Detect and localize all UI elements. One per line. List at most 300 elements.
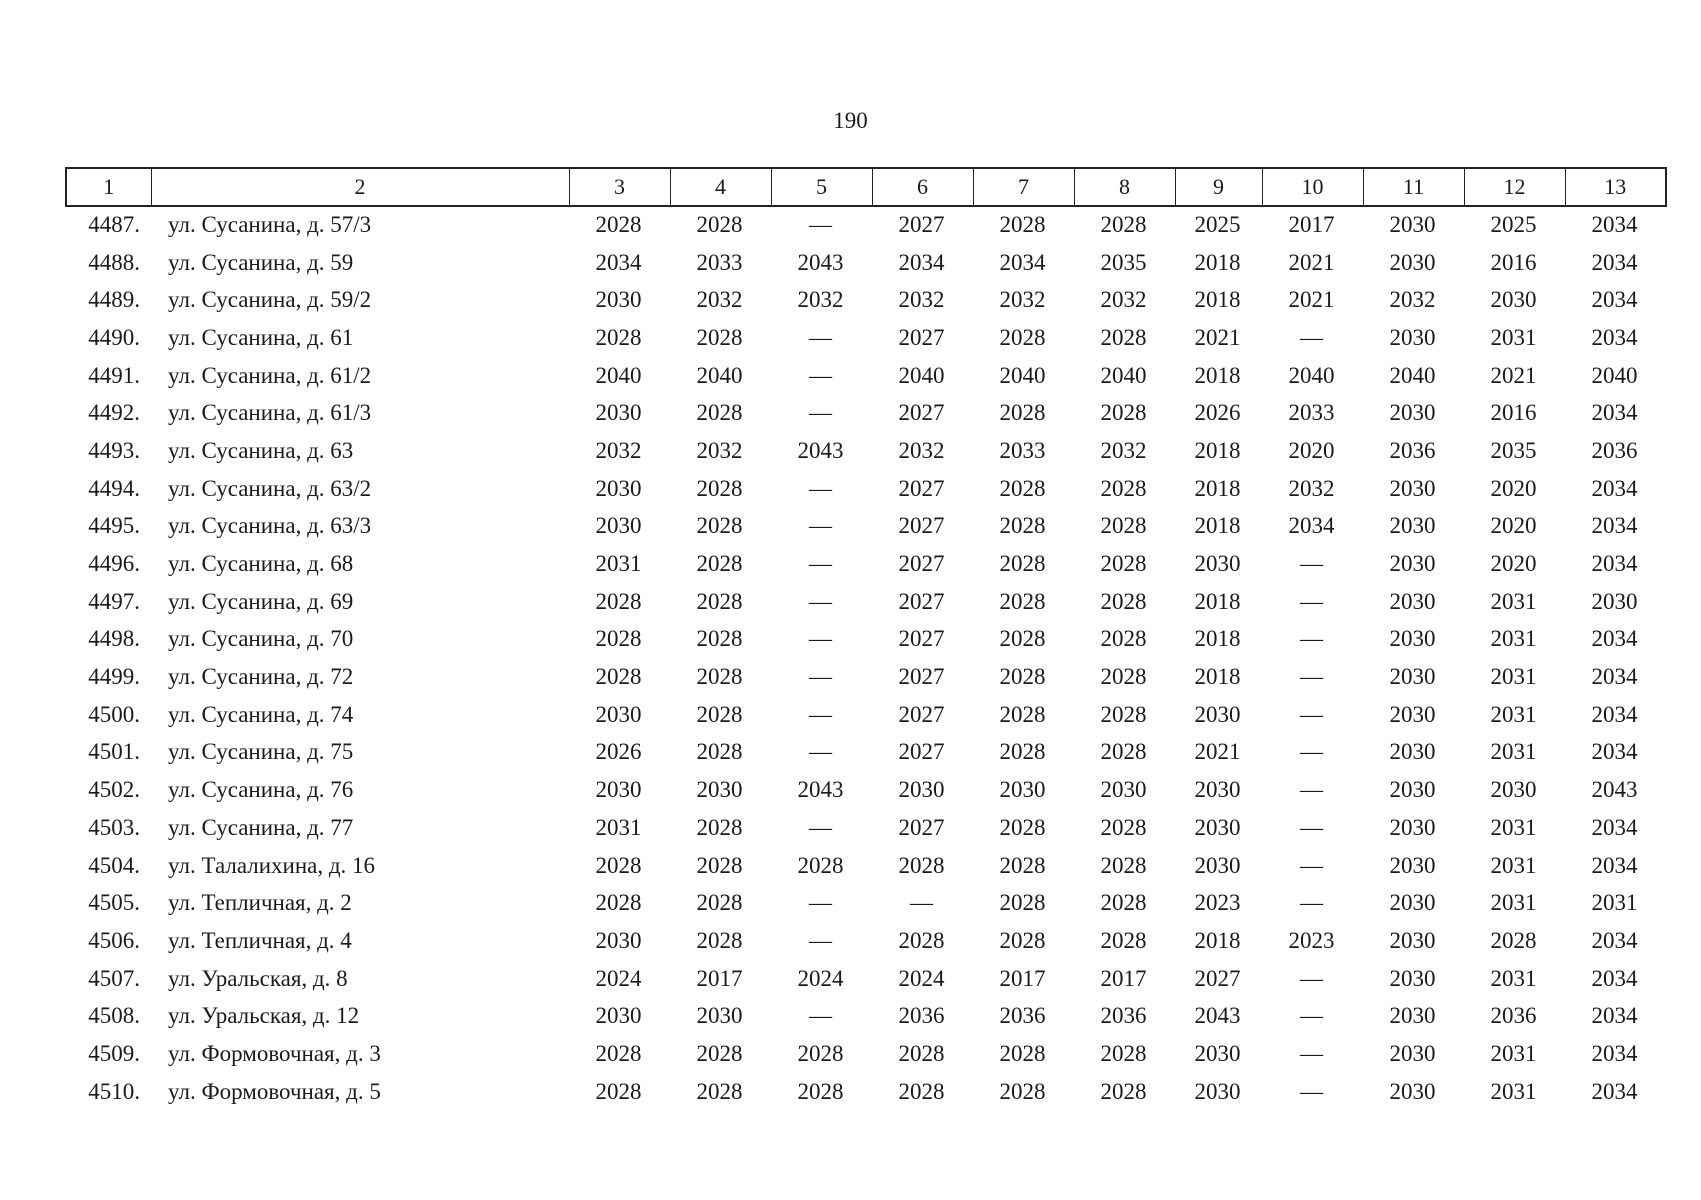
year-cell: 2030 <box>595 400 642 426</box>
year-cell: 2030 <box>1194 814 1241 840</box>
year-cell: 2030 <box>1389 927 1436 953</box>
year-cell: 2030 <box>1389 739 1436 765</box>
table-row <box>65 960 1665 998</box>
year-cell: — <box>1300 890 1323 916</box>
year-cell: 2027 <box>898 211 945 237</box>
year-cell: 2028 <box>696 739 743 765</box>
year-cell: 2017 <box>999 965 1046 991</box>
year-cell: 2018 <box>1194 513 1241 539</box>
year-cell: 2034 <box>1591 513 1638 539</box>
year-cell: 2030 <box>1389 324 1436 350</box>
address-cell: ул. Тепличная, д. 4 <box>168 927 352 953</box>
year-cell: 2032 <box>1100 437 1147 463</box>
year-cell: 2028 <box>1490 927 1537 953</box>
year-cell: 2040 <box>1389 362 1436 388</box>
row-number: 4491. <box>88 362 140 388</box>
year-cell: 2030 <box>1389 400 1436 426</box>
year-cell: — <box>809 927 832 953</box>
year-cell: — <box>910 890 933 916</box>
row-number: 4489. <box>88 287 140 313</box>
year-cell: 2030 <box>1389 965 1436 991</box>
year-cell: 2028 <box>1100 701 1147 727</box>
year-cell: 2028 <box>696 664 743 690</box>
column-header-2: 2 <box>151 168 569 206</box>
year-cell: 2031 <box>1490 739 1537 765</box>
year-cell: 2028 <box>898 1078 945 1104</box>
year-cell: 2028 <box>1100 551 1147 577</box>
year-cell: 2043 <box>797 437 844 463</box>
year-cell: — <box>809 814 832 840</box>
year-cell: 2028 <box>999 814 1046 840</box>
year-cell: 2031 <box>1490 1078 1537 1104</box>
year-cell: 2034 <box>1591 701 1638 727</box>
address-cell: ул. Уральская, д. 8 <box>168 965 348 991</box>
year-cell: 2028 <box>696 1040 743 1066</box>
year-cell: 2034 <box>1591 211 1638 237</box>
year-cell: 2030 <box>1389 475 1436 501</box>
year-cell: 2024 <box>898 965 945 991</box>
year-cell: — <box>809 400 832 426</box>
year-cell: 2018 <box>1194 927 1241 953</box>
year-cell: 2034 <box>898 249 945 275</box>
year-cell: 2030 <box>1389 814 1436 840</box>
address-cell: ул. Сусанина, д. 59 <box>168 249 354 275</box>
year-cell: — <box>809 890 832 916</box>
year-cell: 2036 <box>1591 437 1638 463</box>
year-cell: 2033 <box>696 249 743 275</box>
year-cell: 2043 <box>797 777 844 803</box>
year-cell: 2034 <box>595 249 642 275</box>
year-cell: 2028 <box>1100 927 1147 953</box>
year-cell: 2028 <box>696 927 743 953</box>
year-cell: 2030 <box>1100 777 1147 803</box>
year-cell: — <box>809 324 832 350</box>
address-cell: ул. Сусанина, д. 75 <box>168 739 354 765</box>
year-cell: 2025 <box>1490 211 1537 237</box>
address-cell: ул. Формовочная, д. 5 <box>168 1078 381 1104</box>
year-cell: 2043 <box>1591 777 1638 803</box>
year-cell: 2030 <box>1389 777 1436 803</box>
row-number: 4506. <box>88 927 140 953</box>
table-row <box>65 470 1665 508</box>
year-cell: 2028 <box>595 664 642 690</box>
year-cell: — <box>1300 701 1323 727</box>
year-cell: 2028 <box>595 1040 642 1066</box>
row-number: 4499. <box>88 664 140 690</box>
year-cell: 2032 <box>1100 287 1147 313</box>
year-cell: 2020 <box>1288 437 1335 463</box>
year-cell: 2028 <box>696 211 743 237</box>
year-cell: 2026 <box>595 739 642 765</box>
year-cell: 2043 <box>797 249 844 275</box>
column-header-12: 12 <box>1464 168 1565 206</box>
year-cell: 2036 <box>898 1003 945 1029</box>
year-cell: 2033 <box>1288 400 1335 426</box>
year-cell: — <box>1300 1078 1323 1104</box>
year-cell: 2017 <box>696 965 743 991</box>
year-cell: 2030 <box>595 701 642 727</box>
row-number: 4500. <box>88 701 140 727</box>
year-cell: 2028 <box>797 1040 844 1066</box>
year-cell: 2028 <box>696 1078 743 1104</box>
table-row <box>65 734 1665 772</box>
year-cell: 2028 <box>696 324 743 350</box>
year-cell: 2028 <box>999 475 1046 501</box>
row-number: 4496. <box>88 551 140 577</box>
table-row <box>65 244 1665 282</box>
year-cell: 2021 <box>1490 362 1537 388</box>
year-cell: 2028 <box>696 513 743 539</box>
year-cell: 2028 <box>999 551 1046 577</box>
year-cell: 2028 <box>999 588 1046 614</box>
year-cell: 2016 <box>1490 400 1537 426</box>
row-number: 4490. <box>88 324 140 350</box>
table-row <box>65 621 1665 659</box>
year-cell: 2031 <box>595 814 642 840</box>
year-cell: 2031 <box>1490 852 1537 878</box>
table-row <box>65 319 1665 357</box>
year-cell: — <box>809 588 832 614</box>
row-number: 4509. <box>88 1040 140 1066</box>
year-cell: 2027 <box>898 475 945 501</box>
address-cell: ул. Сусанина, д. 61/2 <box>168 362 372 388</box>
year-cell: 2030 <box>595 1003 642 1029</box>
year-cell: — <box>1300 1003 1323 1029</box>
year-cell: 2031 <box>1490 588 1537 614</box>
year-cell: 2036 <box>1389 437 1436 463</box>
year-cell: 2028 <box>999 701 1046 727</box>
row-number: 4498. <box>88 626 140 652</box>
year-cell: 2030 <box>1194 777 1241 803</box>
column-header-3: 3 <box>569 168 670 206</box>
year-cell: 2027 <box>1194 965 1241 991</box>
year-cell: 2031 <box>1490 814 1537 840</box>
year-cell: 2028 <box>1100 626 1147 652</box>
year-cell: 2034 <box>1591 626 1638 652</box>
year-cell: 2028 <box>999 626 1046 652</box>
year-cell: 2032 <box>999 287 1046 313</box>
column-header-5: 5 <box>771 168 872 206</box>
column-header-13: 13 <box>1565 168 1666 206</box>
year-cell: 2024 <box>797 965 844 991</box>
year-cell: 2030 <box>1389 249 1436 275</box>
year-cell: 2028 <box>696 400 743 426</box>
year-cell: — <box>1300 664 1323 690</box>
year-cell: 2040 <box>1100 362 1147 388</box>
address-cell: ул. Формовочная, д. 3 <box>168 1040 381 1066</box>
table-row <box>65 583 1665 621</box>
year-cell: 2028 <box>696 852 743 878</box>
year-cell: 2027 <box>898 324 945 350</box>
year-cell: 2034 <box>999 249 1046 275</box>
year-cell: 2018 <box>1194 287 1241 313</box>
row-number: 4504. <box>88 852 140 878</box>
year-cell: 2030 <box>1389 664 1436 690</box>
year-cell: 2023 <box>1194 890 1241 916</box>
data-table <box>65 206 1665 1111</box>
year-cell: 2030 <box>1389 1040 1436 1066</box>
year-cell: 2021 <box>1288 287 1335 313</box>
year-cell: 2030 <box>1389 211 1436 237</box>
year-cell: 2034 <box>1591 324 1638 350</box>
year-cell: 2020 <box>1490 475 1537 501</box>
year-cell: 2034 <box>1591 249 1638 275</box>
table-row <box>65 922 1665 960</box>
year-cell: 2028 <box>1100 400 1147 426</box>
year-cell: — <box>809 513 832 539</box>
address-cell: ул. Сусанина, д. 57/3 <box>168 211 372 237</box>
address-cell: ул. Сусанина, д. 69 <box>168 588 354 614</box>
year-cell: 2030 <box>1591 588 1638 614</box>
year-cell: 2021 <box>1288 249 1335 275</box>
column-header-10: 10 <box>1262 168 1363 206</box>
address-cell: ул. Сусанина, д. 72 <box>168 664 354 690</box>
address-cell: ул. Сусанина, д. 70 <box>168 626 354 652</box>
year-cell: 2030 <box>1194 701 1241 727</box>
year-cell: 2030 <box>1389 852 1436 878</box>
row-number: 4501. <box>88 739 140 765</box>
year-cell: 2032 <box>595 437 642 463</box>
year-cell: — <box>1300 814 1323 840</box>
year-cell: 2027 <box>898 588 945 614</box>
year-cell: 2040 <box>999 362 1046 388</box>
year-cell: — <box>1300 965 1323 991</box>
row-number: 4488. <box>88 249 140 275</box>
year-cell: 2028 <box>595 324 642 350</box>
year-cell: 2016 <box>1490 249 1537 275</box>
address-cell: ул. Сусанина, д. 74 <box>168 701 354 727</box>
year-cell: 2034 <box>1591 739 1638 765</box>
year-cell: 2028 <box>1100 324 1147 350</box>
column-header-1: 1 <box>66 168 151 206</box>
year-cell: 2030 <box>1194 1040 1241 1066</box>
year-cell: 2031 <box>1490 664 1537 690</box>
address-cell: ул. Сусанина, д. 63/3 <box>168 513 372 539</box>
page-number: 190 <box>833 108 868 133</box>
column-header-6: 6 <box>872 168 973 206</box>
data-table-body <box>65 206 1665 1111</box>
row-number: 4503. <box>88 814 140 840</box>
year-cell: 2020 <box>1490 513 1537 539</box>
table-row <box>65 847 1665 885</box>
row-number: 4507. <box>88 965 140 991</box>
year-cell: 2031 <box>1490 965 1537 991</box>
year-cell: 2027 <box>898 400 945 426</box>
year-cell: 2030 <box>1389 890 1436 916</box>
year-cell: 2028 <box>999 852 1046 878</box>
year-cell: 2040 <box>898 362 945 388</box>
year-cell: 2018 <box>1194 249 1241 275</box>
table-row <box>65 432 1665 470</box>
year-cell: 2030 <box>595 927 642 953</box>
year-cell: 2031 <box>1591 890 1638 916</box>
year-cell: 2028 <box>1100 475 1147 501</box>
row-number: 4487. <box>88 211 140 237</box>
year-cell: 2028 <box>1100 1040 1147 1066</box>
table-row <box>65 281 1665 319</box>
year-cell: 2028 <box>1100 1078 1147 1104</box>
year-cell: 2025 <box>1194 211 1241 237</box>
year-cell: 2030 <box>999 777 1046 803</box>
year-cell: 2026 <box>1194 400 1241 426</box>
year-cell: 2032 <box>898 287 945 313</box>
year-cell: 2030 <box>1490 777 1537 803</box>
table-row <box>65 658 1665 696</box>
year-cell: 2030 <box>595 287 642 313</box>
year-cell: 2040 <box>1591 362 1638 388</box>
year-cell: 2034 <box>1591 1078 1638 1104</box>
year-cell: — <box>809 739 832 765</box>
year-cell: 2028 <box>696 475 743 501</box>
year-cell: 2030 <box>1389 551 1436 577</box>
year-cell: — <box>809 211 832 237</box>
year-cell: 2034 <box>1591 551 1638 577</box>
year-cell: 2028 <box>898 927 945 953</box>
row-number: 4492. <box>88 400 140 426</box>
table-row <box>65 1073 1665 1111</box>
year-cell: 2018 <box>1194 362 1241 388</box>
table-row <box>65 545 1665 583</box>
year-cell: 2030 <box>1389 588 1436 614</box>
year-cell: 2028 <box>696 551 743 577</box>
year-cell: 2030 <box>898 777 945 803</box>
year-cell: 2031 <box>1490 701 1537 727</box>
year-cell: — <box>1300 739 1323 765</box>
year-cell: 2035 <box>1490 437 1537 463</box>
address-cell: ул. Сусанина, д. 61/3 <box>168 400 372 426</box>
row-number: 4494. <box>88 475 140 501</box>
year-cell: 2028 <box>999 927 1046 953</box>
year-cell: 2030 <box>595 777 642 803</box>
table-row <box>65 809 1665 847</box>
year-cell: 2032 <box>1389 287 1436 313</box>
year-cell: — <box>1300 588 1323 614</box>
year-cell: 2028 <box>595 1078 642 1104</box>
year-cell: 2032 <box>1288 475 1335 501</box>
address-cell: ул. Талалихина, д. 16 <box>168 852 376 878</box>
year-cell: 2021 <box>1194 324 1241 350</box>
year-cell: — <box>809 551 832 577</box>
year-cell: 2027 <box>898 814 945 840</box>
year-cell: 2028 <box>797 1078 844 1104</box>
year-cell: 2035 <box>1100 249 1147 275</box>
year-cell: 2028 <box>1100 588 1147 614</box>
year-cell: 2031 <box>1490 890 1537 916</box>
year-cell: 2017 <box>1288 211 1335 237</box>
year-cell: 2030 <box>1389 513 1436 539</box>
table-row <box>65 1035 1665 1073</box>
year-cell: 2034 <box>1591 400 1638 426</box>
row-number: 4495. <box>88 513 140 539</box>
year-cell: 2032 <box>696 437 743 463</box>
year-cell: 2040 <box>595 362 642 388</box>
year-cell: 2034 <box>1591 1003 1638 1029</box>
year-cell: 2023 <box>1288 927 1335 953</box>
year-cell: — <box>1300 1040 1323 1066</box>
year-cell: 2028 <box>797 852 844 878</box>
year-cell: 2021 <box>1194 739 1241 765</box>
year-cell: 2028 <box>1100 739 1147 765</box>
year-cell: 2030 <box>1389 1003 1436 1029</box>
year-cell: 2027 <box>898 626 945 652</box>
year-cell: — <box>809 362 832 388</box>
year-cell: 2034 <box>1591 965 1638 991</box>
year-cell: 2032 <box>898 437 945 463</box>
year-cell: — <box>809 626 832 652</box>
year-cell: 2030 <box>595 513 642 539</box>
year-cell: 2030 <box>1389 626 1436 652</box>
year-cell: 2028 <box>999 1040 1046 1066</box>
row-number: 4493. <box>88 437 140 463</box>
table-row <box>65 696 1665 734</box>
year-cell: 2028 <box>595 852 642 878</box>
year-cell: 2030 <box>1490 287 1537 313</box>
year-cell: 2018 <box>1194 664 1241 690</box>
table-row <box>65 357 1665 395</box>
year-cell: — <box>809 475 832 501</box>
year-cell: 2028 <box>999 890 1046 916</box>
year-cell: 2043 <box>1194 1003 1241 1029</box>
year-cell: 2028 <box>999 324 1046 350</box>
year-cell: 2034 <box>1591 1040 1638 1066</box>
year-cell: 2034 <box>1288 513 1335 539</box>
column-header-9: 9 <box>1175 168 1262 206</box>
column-header-7: 7 <box>973 168 1074 206</box>
year-cell: 2027 <box>898 701 945 727</box>
table-row <box>65 884 1665 922</box>
year-cell: 2036 <box>999 1003 1046 1029</box>
year-cell: 2028 <box>1100 852 1147 878</box>
column-header-8: 8 <box>1074 168 1175 206</box>
year-cell: 2027 <box>898 664 945 690</box>
year-cell: 2034 <box>1591 287 1638 313</box>
year-cell: 2028 <box>999 664 1046 690</box>
address-cell: ул. Сусанина, д. 63/2 <box>168 475 372 501</box>
year-cell: 2031 <box>1490 324 1537 350</box>
column-header-4: 4 <box>670 168 771 206</box>
year-cell: 2024 <box>595 965 642 991</box>
year-cell: 2028 <box>696 890 743 916</box>
year-cell: 2027 <box>898 739 945 765</box>
year-cell: 2028 <box>1100 513 1147 539</box>
year-cell: 2028 <box>999 513 1046 539</box>
year-cell: 2036 <box>1490 1003 1537 1029</box>
year-cell: 2018 <box>1194 588 1241 614</box>
year-cell: 2040 <box>1288 362 1335 388</box>
year-cell: 2028 <box>696 626 743 652</box>
year-cell: 2027 <box>898 513 945 539</box>
year-cell: 2020 <box>1490 551 1537 577</box>
year-cell: — <box>809 1003 832 1029</box>
address-cell: ул. Сусанина, д. 68 <box>168 551 354 577</box>
year-cell: 2028 <box>595 211 642 237</box>
year-cell: — <box>1300 852 1323 878</box>
year-cell: 2030 <box>1389 1078 1436 1104</box>
row-number: 4497. <box>88 588 140 614</box>
year-cell: 2028 <box>999 400 1046 426</box>
year-cell: 2034 <box>1591 852 1638 878</box>
address-cell: ул. Сусанина, д. 59/2 <box>168 287 372 313</box>
year-cell: 2032 <box>797 287 844 313</box>
year-cell: 2034 <box>1591 475 1638 501</box>
year-cell: 2031 <box>1490 1040 1537 1066</box>
year-cell: 2017 <box>1100 965 1147 991</box>
year-cell: 2028 <box>898 852 945 878</box>
year-cell: 2028 <box>595 626 642 652</box>
year-cell: 2031 <box>1490 626 1537 652</box>
year-cell: — <box>1300 777 1323 803</box>
column-header-table <box>65 167 1667 207</box>
